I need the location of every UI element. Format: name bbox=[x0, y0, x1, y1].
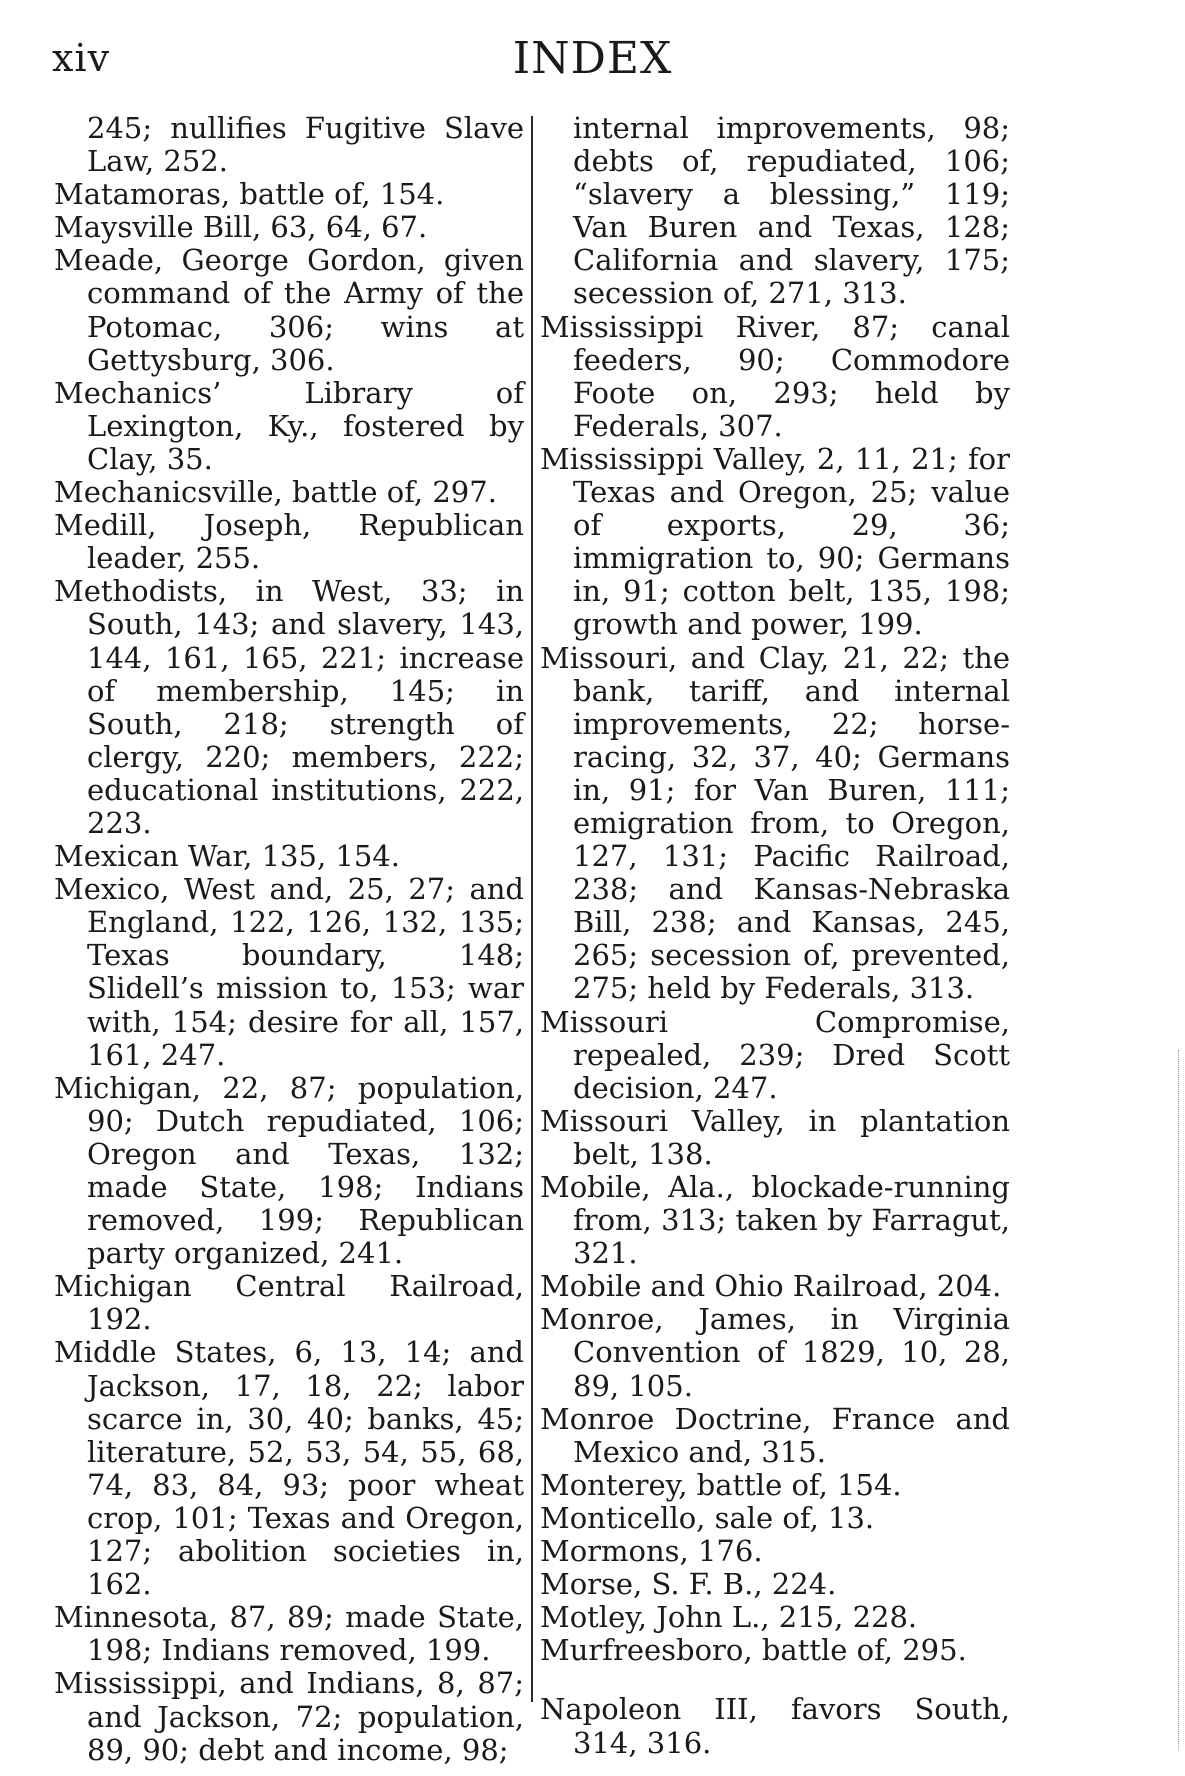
index-entry: Morse, S. F. B., 224. bbox=[540, 1567, 837, 1602]
page-title: INDEX bbox=[512, 33, 673, 84]
index-entry: Monterey, battle of, 154. bbox=[540, 1467, 902, 1502]
index-entry: Michigan Central Railroad, 192. bbox=[54, 1269, 524, 1337]
index-entry: Mexico, West and, 25, 27; and England, 122, 126, 132, 135; Texas boundary, 148; Slidell’s mission to, 153; war with, 154; desire for all, 157, 161, 247. bbox=[54, 872, 524, 1072]
index-entry: Mississippi Valley, 2, 11, 21; for Texas and Oregon, 25; value of exports, 29, 36; immigration to, 90; Germans in, 91; cotton belt, 135, 198; growth and power, 199. bbox=[540, 441, 1010, 642]
index-entry: Monticello, sale of, 13. bbox=[540, 1500, 875, 1535]
index-entry: Murfreesboro, battle of, 295. bbox=[540, 1633, 967, 1668]
right-column bbox=[540, 112, 1010, 1760]
index-entry: Matamoras, battle of, 154. bbox=[54, 177, 445, 212]
index-entry: Mechanicsville, battle of, 297. bbox=[54, 475, 497, 510]
index-entry: Monroe, James, in Virginia Convention of 1829, 10, 28, 89, 105. bbox=[540, 1302, 1010, 1403]
index-entry: Napoleon III, favors South, 314, 316. bbox=[540, 1692, 1010, 1760]
index-entry: Mobile, Ala., blockade-running from, 313; taken by Farragut, 321. bbox=[540, 1170, 1010, 1271]
index-entry: Mechanics’ Library of Lexington, Ky., fostered by Clay, 35. bbox=[54, 375, 524, 476]
index-entry: Mormons, 176. bbox=[540, 1534, 763, 1569]
index-entry: Maysville Bill, 63, 64, 67. bbox=[54, 210, 428, 245]
index-entry: Michigan, 22, 87; population, 90; Dutch repudiated, 106; Oregon and Texas, 132; made State, 198; Indians removed, 199; Republican party organized, 241. bbox=[54, 1070, 524, 1271]
column-divider bbox=[531, 116, 533, 1702]
index-entry: Medill, Joseph, Republican leader, 255. bbox=[54, 508, 524, 576]
index-entry: Mexican War, 135, 154. bbox=[54, 839, 400, 874]
page-edge bbox=[1178, 1050, 1185, 1750]
index-entry: Meade, George Gordon, given command of the Army of the Potomac, 306; wins at Gettysburg, 306. bbox=[54, 243, 524, 377]
index-entry: Missouri, and Clay, 21, 22; the bank, tariff, and internal improvements, 22; horse-racing, 32, 37, 40; Germans in, 91; for Van Buren, 111; emigration from, to Oregon, 127, 131; Pacific Railroad, 238; and Kansas-Nebraska Bill, 238; and Kansas, 245, 265; secession of, prevented, 275; held by Federals, 313. bbox=[540, 640, 1010, 1006]
index-entry: Motley, John L., 215, 228. bbox=[540, 1600, 918, 1635]
page-number: xiv bbox=[52, 36, 111, 80]
index-entry: Missouri Compromise, repealed, 239; Dred Scott decision, 247. bbox=[540, 1004, 1010, 1105]
index-entry: Mobile and Ohio Railroad, 204. bbox=[540, 1269, 1002, 1304]
index-entry: Monroe Doctrine, France and Mexico and, 315. bbox=[540, 1401, 1010, 1469]
index-entry: Mississippi River, 87; canal feeders, 90; Commodore Foote on, 293; held by Federals, 307. bbox=[540, 309, 1010, 443]
index-entry: Methodists, in West, 33; in South, 143; and slavery, 143, 144, 161, 165, 221; increase of membership, 145; in South, 218; strength of clergy, 220; members, 222; educational institutions, 222, 223. bbox=[54, 574, 524, 840]
index-entry: Minnesota, 87, 89; made State, 198; Indians removed, 199. bbox=[54, 1600, 524, 1668]
index-entry: Missouri Valley, in plantation belt, 138. bbox=[540, 1103, 1010, 1171]
index-entry: internal improvements, 98; debts of, repudiated, 106; “slavery a blessing,” 119; Van Buren and Texas, 128; California and slavery, 175; secession of, 271, 313. bbox=[573, 111, 1010, 311]
left-column bbox=[54, 112, 524, 1767]
index-entry: Mississippi, and Indians, 8, 87; and Jackson, 72; population, 89, 90; debt and income, 98; bbox=[54, 1666, 524, 1767]
index-entry: 245; nullifies Fugitive Slave Law, 252. bbox=[87, 111, 524, 179]
index-entry: Middle States, 6, 13, 14; and Jackson, 17, 18, 22; labor scarce in, 30, 40; banks, 45; literature, 52, 53, 54, 55, 68, 74, 83, 84, 93; poor wheat crop, 101; Texas and Oregon, 127; abolition societies in, 162. bbox=[54, 1335, 524, 1602]
